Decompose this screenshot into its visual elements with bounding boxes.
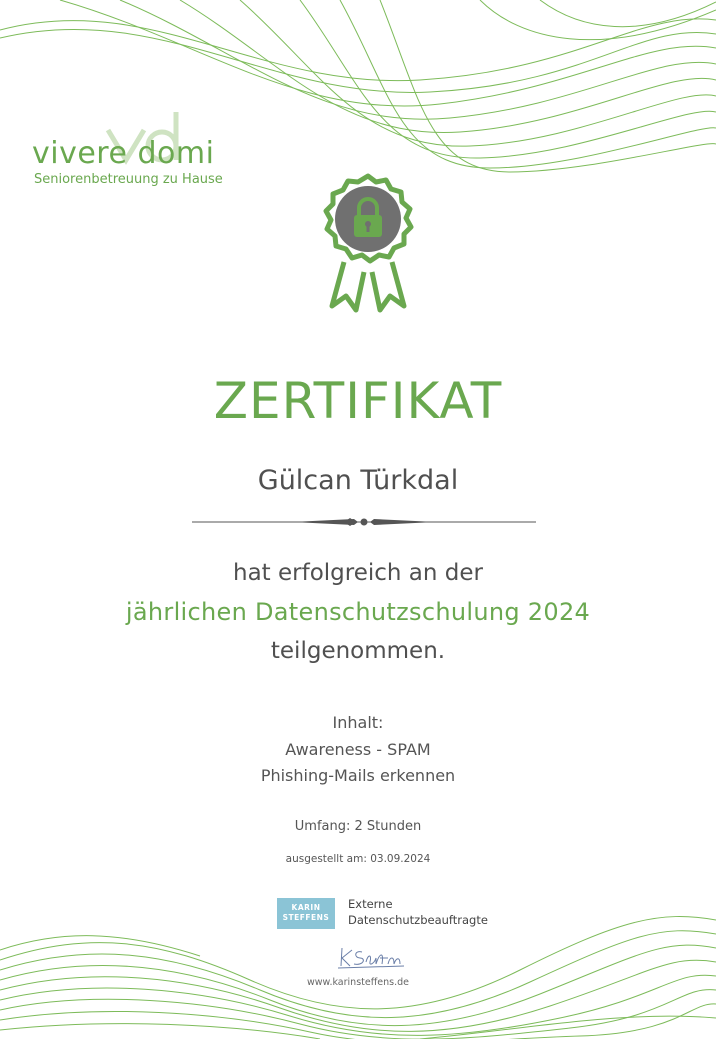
- company-logo: [30, 130, 250, 200]
- issuer-logo-line2: STEFFENS: [282, 913, 330, 922]
- ornamental-divider: [192, 516, 536, 528]
- course-name: jährlichen Datenschutzschulung 2024: [125, 598, 591, 626]
- decorative-waves-bottom: [0, 900, 716, 1039]
- statement-line-3: teilgenommen.: [270, 638, 446, 664]
- issuer-logo-line1: KARIN: [291, 903, 321, 912]
- training-scope: Umfang: 2 Stunden: [294, 819, 422, 834]
- issue-date: ausgestellt am: 03.09.2024: [285, 853, 431, 865]
- statement-line-1: hat erfolgreich an der: [233, 560, 483, 586]
- logo-name: vivere domi: [32, 136, 215, 171]
- logo-tagline: Seniorenbetreuung zu Hause: [34, 172, 223, 187]
- recipient-name: Gülcan Türkdal: [257, 465, 459, 496]
- certificate-title: ZERTIFIKAT: [213, 372, 503, 430]
- content-item: Awareness - SPAM: [285, 740, 431, 759]
- issuer-website: www.karinsteffens.de: [307, 977, 409, 988]
- issuer-role-line2: Datenschutzbeauftragte: [348, 913, 488, 927]
- issuer-role-line1: Externe: [348, 897, 393, 911]
- certificate-seal: [316, 172, 420, 322]
- content-item: Phishing-Mails erkennen: [260, 766, 456, 785]
- content-label: Inhalt:: [332, 713, 384, 732]
